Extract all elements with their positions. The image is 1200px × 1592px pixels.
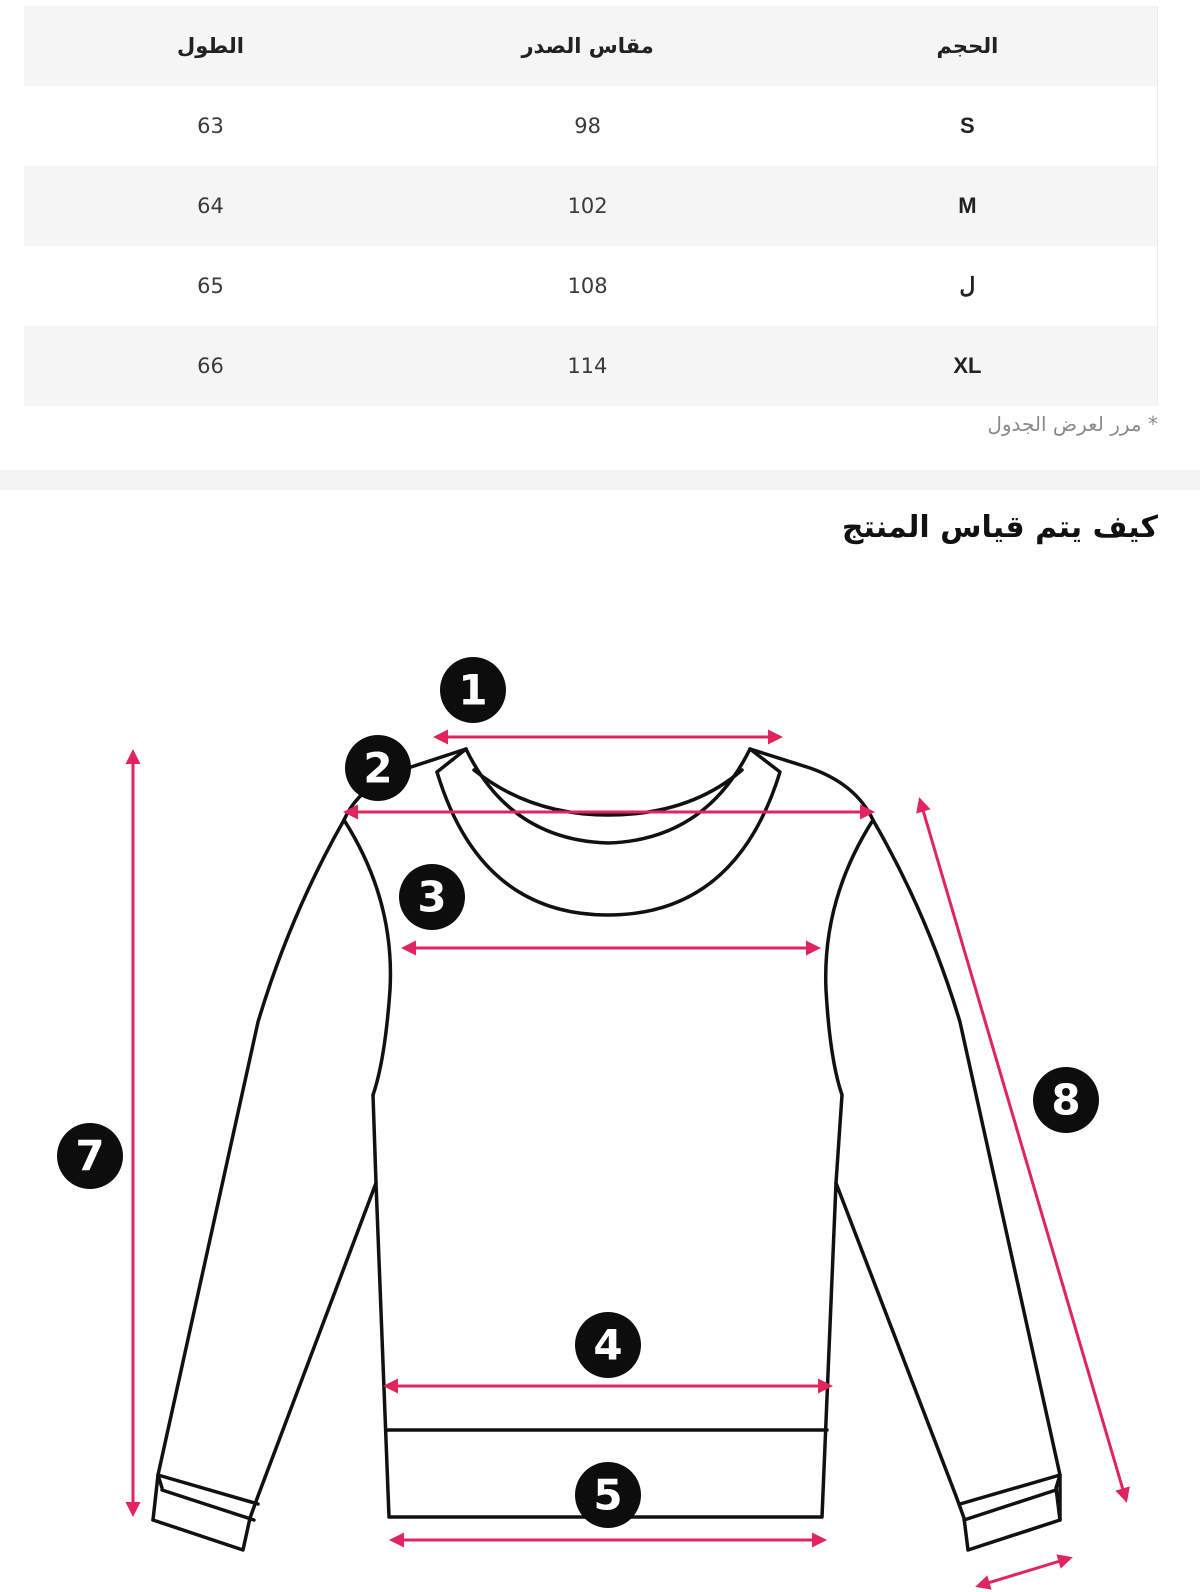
cell-chest: 98 [574, 114, 601, 138]
measure-section-title: كيف يتم قياس المنتج [841, 510, 1158, 545]
right-armhole [826, 820, 873, 1183]
badge-4-label: 4 [593, 1320, 623, 1370]
table-row [24, 166, 1158, 246]
cell-size: ل [959, 273, 976, 298]
cell-length: 66 [197, 354, 224, 378]
cell-chest: 114 [567, 354, 608, 378]
left-armhole [344, 820, 390, 1183]
badge-7-label: 7 [75, 1131, 105, 1181]
cell-chest: 108 [567, 274, 608, 298]
cell-length: 65 [197, 274, 224, 298]
scroll-hint: * مرر لعرض الجدول [987, 412, 1158, 436]
cell-length: 63 [197, 114, 224, 138]
badge-5-label: 5 [593, 1470, 623, 1520]
header-chest: مقاس الصدر [521, 34, 654, 58]
badge-7 [57, 1123, 123, 1189]
neckline-outer [437, 749, 780, 915]
cell-size: S [960, 113, 975, 138]
table-header-row [24, 6, 1158, 86]
neckline-inner [466, 749, 750, 843]
table-row [24, 246, 1158, 326]
sweater-outline [153, 749, 1060, 1550]
header-size: الحجم [936, 34, 999, 58]
size-table [24, 6, 1158, 406]
badge-8 [1033, 1067, 1099, 1133]
cell-chest: 102 [567, 194, 608, 218]
table-row [24, 86, 1158, 166]
right-cuff [960, 1475, 1060, 1520]
badge-8-label: 8 [1051, 1075, 1081, 1125]
neckline-back [474, 770, 742, 815]
measure-line-8 [920, 800, 1126, 1500]
badge-4 [575, 1312, 641, 1378]
left-cuff [153, 1475, 258, 1520]
badge-2-label: 2 [363, 743, 393, 793]
cell-size: XL [953, 353, 982, 378]
badge-1-label: 1 [458, 665, 488, 715]
header-length: الطول [177, 34, 244, 58]
badge-3 [399, 864, 465, 930]
badge-5 [575, 1462, 641, 1528]
table-row [24, 326, 1158, 406]
sweater-measurement-diagram [0, 600, 1200, 1592]
cell-length: 64 [197, 194, 224, 218]
badge-2 [345, 735, 411, 801]
measurement-lines [133, 737, 1126, 1586]
badge-1 [440, 657, 506, 723]
section-divider [0, 470, 1200, 490]
measure-line-cuff [978, 1558, 1070, 1586]
badge-3-label: 3 [417, 872, 447, 922]
cell-size: M [958, 193, 977, 218]
